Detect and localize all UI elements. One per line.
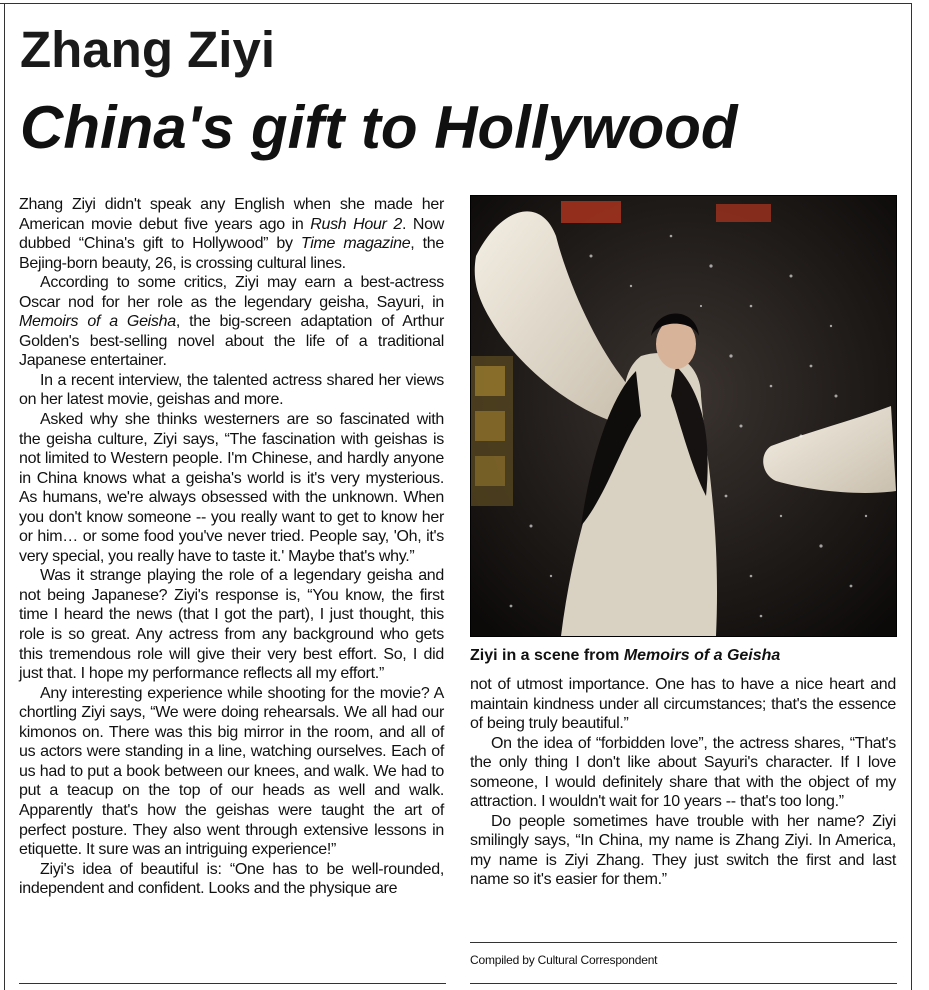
paragraph [19, 273, 444, 371]
paragraph [19, 371, 444, 410]
italic-title: Memoirs of a Geisha [19, 313, 176, 331]
text-run: According to some critics, Ziyi may earn a best-actress Oscar nod for her role as the legendary geisha, Sayuri, in [19, 274, 444, 311]
left-rule [4, 3, 5, 990]
paragraph [19, 195, 444, 273]
text-run: , the big-screen adaptation of Arthur Golden's best-selling novel about the life of a traditional Japanese entertainer. [19, 313, 444, 370]
paragraph [470, 734, 896, 812]
paragraph [470, 812, 896, 890]
article-headline: China's gift to Hollywood [20, 94, 738, 161]
credit-rule [470, 942, 897, 943]
credit-line: Compiled by Cultural Correspondent [470, 953, 658, 967]
text-run: , the Bejing-born beauty, 26, is crossing cultural lines. [19, 235, 444, 272]
italic-title: Rush Hour 2 [310, 215, 402, 233]
text-run: Was it strange playing the role of a legendary geisha and not being Japanese? Ziyi's response is, “You know, the first time I heard the news (that I got the part), I just thought, this role is so great. Any actress from any background who gets this tremendous role will give their very best effort. So, I did just that. I hope my performance reflects all my effort.” [19, 567, 444, 683]
text-run: Ziyi's idea of beautiful is: “One has to be well-rounded, independent and confident. Looks and the physique are [19, 860, 444, 898]
caption-movie-title: Memoirs of a Geisha [623, 647, 781, 664]
text-run: Any interesting experience while shooting for the movie? A chortling Ziyi says, “We were doing rehearsals. We all had our kimonos on. There was this big mirror in the room, and all of us actors were standing in a line, watching ourselves. Each of us had to put a book between our knees, and walk. We had to put a teacup on the top of our heads as well and walk. Apparently that's how the geishas were taught the art of perfect posture. They also went through extensive lessons in etiquette. It sure was an intriguing experience!” [19, 684, 444, 859]
italic-title: Time magazine [300, 235, 411, 253]
text-run: not of utmost importance. One has to have a nice heart and maintain kindness under all circumstances; that's the essence of being truly beautiful.” [470, 676, 896, 733]
photo-caption [470, 646, 780, 666]
text-run: On the idea of “forbidden love”, the actress shares, “That's the only thing I don't like about Sayuri's character. If I love someone, I would definitely share that with the object of my attraction. I wouldn't wait for 10 years -- that's too long.” [470, 734, 896, 811]
bottom-rule-right [470, 983, 897, 984]
text-run: Do people sometimes have trouble with her name? Ziyi smilingly says, “In China, my name is Zhang Ziyi. In America, my name is Ziyi Zhang. They just switch the first and last name so it's easier for them.” [470, 812, 896, 889]
text-run: Zhang Ziyi didn't speak any English when she made her American movie debut five years ago in [19, 196, 444, 233]
text-run: Asked why she thinks westerners are so fascinated with the geisha culture, Ziyi says, “The fascination with geishas is not limited to Western people. I'm Chinese, and hardly anyone in China knows what a geisha's world is it's very mysterious. As humans, we're always obsessed with the unknown. When you don't know someone -- you really want to get to know her or him… or some food you've never tried. People say, 'Oh, it's very special, you really have to taste it.' Maybe that's why.” [19, 411, 444, 565]
article-column-left [19, 195, 444, 899]
right-rule [911, 3, 912, 990]
text-run: . Now dubbed “China's gift to Hollywood” by [19, 215, 445, 253]
paragraph [19, 684, 444, 860]
paragraph [19, 566, 444, 683]
bottom-rule-left [19, 983, 446, 984]
paragraph [19, 860, 444, 899]
paragraph [19, 410, 444, 566]
article-name-title: Zhang Ziyi [20, 21, 275, 78]
text-run: In a recent interview, the talented actress shared her views on her latest movie, geishas and more. [19, 371, 444, 409]
top-rule [0, 3, 912, 4]
caption-prefix: Ziyi in a scene from [470, 647, 624, 664]
film-still-photo [470, 195, 897, 637]
paragraph [470, 675, 896, 734]
article-column-right [470, 675, 896, 890]
